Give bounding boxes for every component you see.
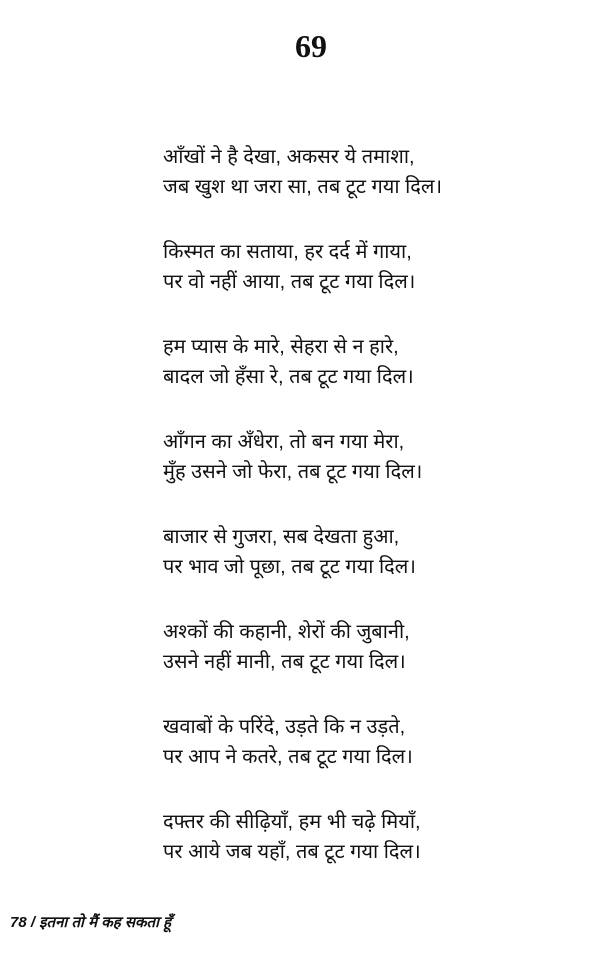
stanza (163, 522, 583, 582)
poem-line: जब खुश था जरा सा, तब टूट गया दिल। (163, 176, 443, 198)
poem-line: बादल जो हँसा रे, तब टूट गया दिल। (163, 366, 414, 388)
stanza (163, 427, 583, 487)
poem-line: बाजार से गुजरा, सब देखता हुआ, (163, 526, 400, 548)
poem-line: मुँह उसने जो फेरा, तब टूट गया दिल। (163, 461, 423, 483)
stanza (163, 332, 583, 392)
poem-line: दफ्तर की सीढ़ियाँ, हम भी चढ़े मियाँ, (163, 811, 421, 833)
poem-line: आँगन का अँधेरा, तो बन गया मेरा, (163, 431, 405, 453)
stanza (163, 807, 583, 867)
poem-line: उसने नहीं मानी, तब टूट गया दिल। (163, 651, 406, 673)
poem-line: हम प्यास के मारे, सेहरा से न हारे, (163, 336, 399, 358)
poem-line: पर आप ने कतरे, तब टूट गया दिल। (163, 746, 413, 768)
poem-line: आँखों ने है देखा, अकसर ये तमाशा, (163, 146, 415, 168)
stanza (163, 237, 583, 297)
poem-line: पर वो नहीं आया, तब टूट गया दिल। (163, 271, 416, 293)
stanza (163, 142, 583, 202)
stanza (163, 617, 583, 677)
poem-line: अश्कों की कहानी, शेरों की जुबानी, (163, 621, 410, 643)
poem-line: पर भाव जो पूछा, तब टूट गया दिल। (163, 556, 416, 578)
poem-line: खवाबों के परिंदे, उड़ते कि न उड़ते, (163, 716, 406, 738)
page-number: 69 (295, 28, 327, 64)
poem (163, 142, 583, 902)
poem-line: पर आये जब यहाँ, तब टूट गया दिल। (163, 841, 421, 863)
stanza (163, 712, 583, 772)
page-footer: 78 / इतना तो मैं कह सकता हूँ (10, 914, 172, 931)
poem-line: किस्मत का सताया, हर दर्द में गाया, (163, 241, 412, 263)
